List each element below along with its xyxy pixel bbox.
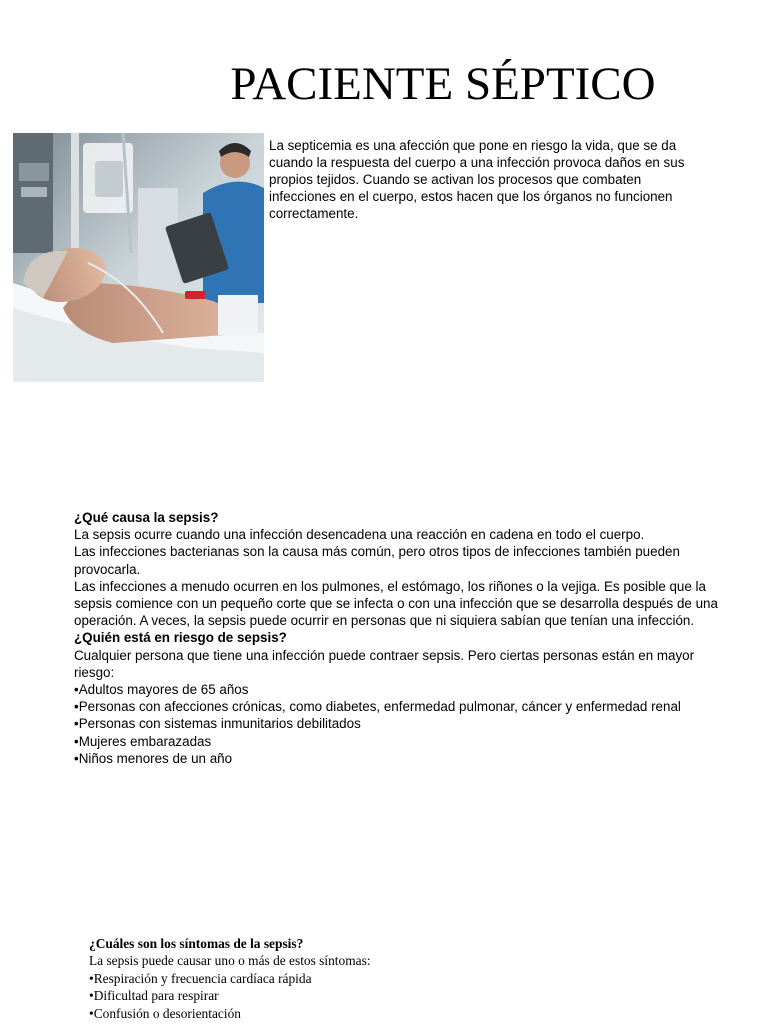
list-item: •Mujeres embarazadas xyxy=(74,733,212,749)
paragraph: Cualquier persona que tiene una infección puede contraer sepsis. Pero ciertas personas están en mayor riesgo: xyxy=(74,647,695,680)
paragraph: La sepsis puede causar uno o más de estos síntomas: xyxy=(89,953,371,969)
page-title: PACIENTE SÉPTICO xyxy=(230,58,656,110)
patient-photo xyxy=(13,133,264,382)
list-item: •Niños menores de un año xyxy=(74,750,233,766)
list-item: •Adultos mayores de 65 años xyxy=(74,682,249,698)
list-item: •Dificultad para respirar xyxy=(89,988,219,1004)
list-item: •Respiración y frecuencia cardíaca rápida xyxy=(89,970,312,986)
list-item: •Personas con sistemas inmunitarios debilitados xyxy=(74,716,361,732)
heading-symptoms: ¿Cuáles son los síntomas de la sepsis? xyxy=(89,936,304,951)
list-item: •Personas con afecciones crónicas, como diabetes, enfermedad pulmonar, cáncer y enfermedad renal xyxy=(74,699,681,715)
intro-paragraph: La septicemia es una afección que pone en riesgo la vida, que se da cuando la respuesta del cuerpo a una infección provoca daños en sus propios tejidos. Cuando se activan los procesos que combaten infecciones en el cuerpo, estos hacen que los órganos no funcionen correctamente. xyxy=(269,138,685,221)
heading-causes: ¿Qué causa la sepsis? xyxy=(74,510,219,525)
heading-risk: ¿Quién está en riesgo de sepsis? xyxy=(74,630,287,646)
paragraph: Las infecciones bacterianas son la causa más común, pero otros tipos de infecciones también pueden provocarla. xyxy=(74,544,680,577)
paragraph: Las infecciones a menudo ocurren en los pulmones, el estómago, los riñones o la vejiga. Es posible que la sepsis comience con un pequeño corte que se infecta o con una infección que se desarrolla después de una operación. A veces, la sepsis puede ocurrir en personas que ni siquiera sabían que tenían una infección. xyxy=(74,578,718,629)
symptoms-section xyxy=(89,935,589,1022)
list-item: •Confusión o desorientación xyxy=(89,1005,241,1021)
causes-risk-section xyxy=(74,509,734,767)
paragraph: La sepsis ocurre cuando una infección desencadena una reacción en cadena en todo el cuerpo. xyxy=(74,527,645,543)
